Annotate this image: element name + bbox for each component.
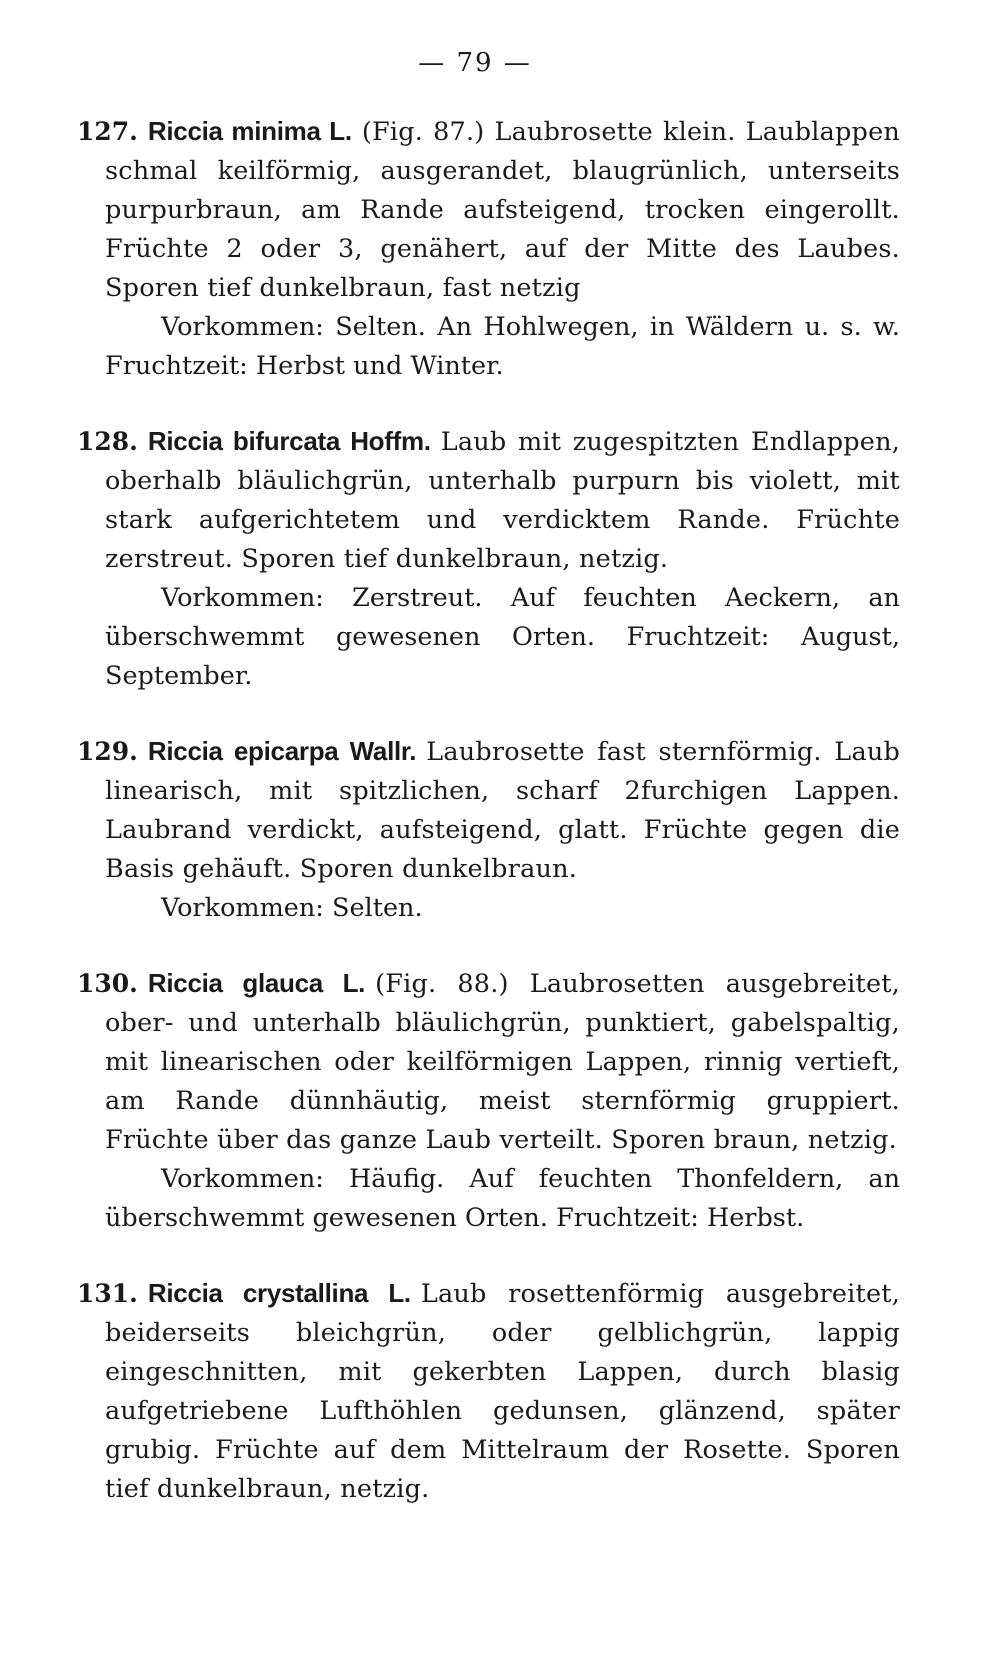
species-entry-129 <box>77 732 900 928</box>
species-entry-128 <box>77 422 900 696</box>
species-name: Riccia minima L. <box>147 116 352 146</box>
entry-body <box>77 1274 900 1509</box>
entry-number: 127. <box>77 117 138 146</box>
species-name: Riccia bifurcata Hoffm. <box>147 426 431 456</box>
entry-number: 128. <box>77 427 138 456</box>
species-name: Riccia glauca L. <box>147 968 366 998</box>
entry-description: (Fig. 87.) Laubrosette klein. Laublappen schmal keilförmig, ausgerandet, blaugrünlich, unterseits purpurbraun, am Rande aufsteigend, trocken eingerollt. Früchte 2 oder 3, genähert, auf der Mitte des Laubes. Sporen tief dunkelbraun, fast netzig <box>105 117 900 303</box>
entry-occurrence: Vorkommen: Selten. An Hohlwegen, in Wäldern u. s. w. Fruchtzeit: Herbst und Winter. <box>105 312 900 381</box>
entry-description: Laub mit zugespitzten Endlappen, oberhalb bläulichgrün, unterhalb purpurn bis violett, mit stark aufgerichtetem und verdicktem Rande. Früchte zerstreut. Sporen tief dunkelbraun, netzig. <box>105 427 900 574</box>
species-entry-130 <box>77 964 900 1238</box>
entry-number: 130. <box>77 969 138 998</box>
entry-occurrence: Vorkommen: Zerstreut. Auf feuchten Aeckern, an überschwemmt gewesenen Orten. Fruchtzeit: August, September. <box>105 583 900 691</box>
entry-number: 131. <box>77 1279 138 1308</box>
entries-list <box>77 112 900 1545</box>
page-number: — 79 — <box>418 48 532 78</box>
entry-body <box>77 964 900 1160</box>
entry-description: Laubrosette fast sternförmig. Laub linearisch, mit spitzlichen, scharf 2furchigen Lappen. Laubrand verdickt, aufsteigend, glatt. Früchte gegen die Basis gehäuft. Sporen dunkelbraun. <box>105 737 900 884</box>
species-entry-127 <box>77 112 900 386</box>
entry-body <box>77 112 900 308</box>
entry-occurrence: Vorkommen: Häufig. Auf feuchten Thonfeldern, an überschwemmt gewesenen Orten. Fruchtzeit: Herbst. <box>105 1164 900 1233</box>
species-name: Riccia crystallina L. <box>147 1278 411 1308</box>
species-entry-131 <box>77 1274 900 1509</box>
species-name: Riccia epicarpa Wallr. <box>147 736 417 766</box>
entry-description: (Fig. 88.) Laubrosetten ausgebreitet, ober- und unterhalb bläulichgrün, punktiert, gabelspaltig, mit linearischen oder keilförmigen Lappen, rinnig vertieft, am Rande dünnhäutig, meist sternförmig gruppiert. Früchte über das ganze Laub verteilt. Sporen braun, netzig. <box>105 969 900 1155</box>
entry-body <box>77 422 900 579</box>
entry-description: Laub rosettenförmig ausgebreitet, beiderseits bleichgrün, oder gelblichgrün, lappig eingeschnitten, mit gekerbten Lappen, durch blasig aufgetriebene Lufthöhlen gedunsen, glänzend, später grubig. Früchte auf dem Mittelraum der Rosette. Sporen tief dunkelbraun, netzig. <box>105 1279 900 1504</box>
entry-body <box>77 732 900 889</box>
entry-number: 129. <box>77 737 138 766</box>
entry-occurrence: Vorkommen: Selten. <box>161 893 423 923</box>
